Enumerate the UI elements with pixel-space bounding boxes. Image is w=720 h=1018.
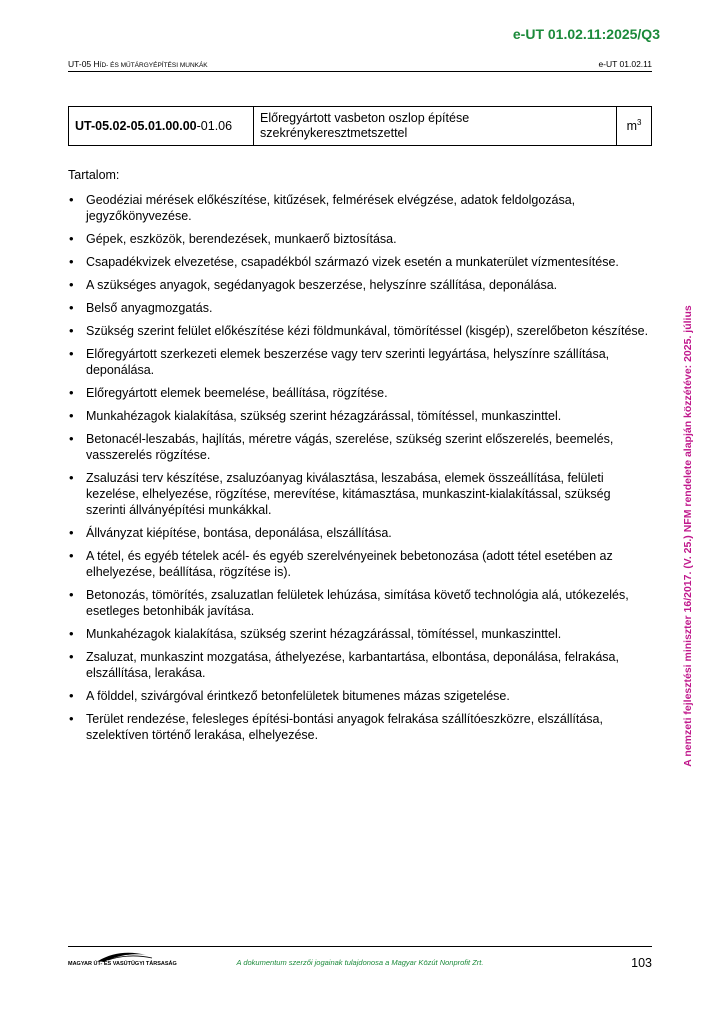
task-item: • Munkahézagok kialakítása, szükség szerint hézagzárással, tömítéssel, munkaszinttel.: [68, 408, 652, 424]
item-description-line1: Előregyártott vasbeton oszlop építése: [260, 111, 470, 125]
task-item: • Előregyártott elemek beemelése, beállítása, rögzítése.: [68, 385, 652, 401]
task-item: • A földdel, szivárgóval érintkező betonfelületek bitumenes mázas szigetelése.: [68, 688, 652, 704]
item-description: [254, 107, 617, 146]
page-number: 103: [631, 956, 652, 970]
header-divider: [68, 71, 652, 72]
task-item: • Állványzat kiépítése, bontása, deponálása, elszállítása.: [68, 525, 652, 541]
item-unit: [617, 107, 652, 146]
task-item: • Belső anyagmozgatás.: [68, 300, 652, 316]
item-code-suffix: -01.06: [196, 119, 233, 133]
item-code: [69, 107, 254, 146]
contents-label: Tartalom:: [68, 168, 120, 182]
task-item: • Szükség szerint felület előkészítése kézi földmunkával, tömörítéssel (kisgép), szerelőbeton készítése.: [68, 323, 652, 339]
publication-side-note: A nemzeti fejlesztési miniszter 16/2017. (V. 25.) NFM rendelete alapján közzétéve: 2025. július: [682, 305, 694, 767]
task-item: • A szükséges anyagok, segédanyagok beszerzése, helyszínre szállítása, deponálása.: [68, 277, 652, 293]
item-table: [68, 106, 652, 146]
running-header-right: e-UT 01.02.11: [598, 59, 652, 69]
task-item: • Előregyártott szerkezeti elemek beszerzése vagy terv szerinti legyártása, helyszínre szállítása, deponálása.: [68, 346, 652, 378]
task-item: • Zsaluzat, munkaszint mozgatása, áthelyezése, karbantartása, elbontása, deponálása, felrakása, elszállítása, lerakása.: [68, 649, 652, 681]
copyright-note: A dokumentum szerzői jogainak tulajdonosa a Magyar Közút Nonprofit Zrt.: [236, 958, 484, 967]
item-description-line2: szekrénykeresztmetszettel: [260, 126, 408, 140]
task-item: • Betonozás, tömörítés, zsaluzatlan felületek lehúzása, simítása követő technológia alá, utókezelés, esetleges betonhibák javítása.: [68, 587, 652, 619]
task-item: • Geodéziai mérések előkészítése, kitűzések, felmérések elvégzése, adatok feldolgozása, jegyzőkönyvezése.: [68, 192, 652, 224]
header-chapter-title: ÍD- ÉS MŰTÁRGYÉPÍTÉSI MUNKÁK: [99, 62, 208, 69]
task-item: • Terület rendezése, felesleges építési-bontási anyagok felrakása szállítóeszközre, elszállítása, szelektíven történő lerakása, elhelyezése.: [68, 711, 652, 743]
item-code-main: UT-05.02-05.01.00.00: [75, 119, 197, 133]
task-item: • Zsaluzási terv készítése, zsaluzóanyag kiválasztása, leszabása, elemek összeállítása, felületi kezelése, elhelyezése, rögzítése, merevítése, kitámasztása, munkaszint-kialakítással, szükség szerinti állványépítési munkákkal.: [68, 470, 652, 518]
footer-divider: [68, 946, 652, 947]
running-header-left: [68, 59, 208, 69]
header-chapter-code: UT-05 H: [68, 59, 100, 69]
item-row: [69, 107, 652, 146]
document-code: e-UT 01.02.11:2025/Q3: [512, 26, 660, 42]
task-item: • Betonacél-leszabás, hajlítás, méretre vágás, szerelése, szükség szerint előszerelés, beemelés, vasszerelés rögzítése.: [68, 431, 652, 463]
item-unit-symbol: m: [626, 119, 637, 134]
task-item: • Csapadékvizek elvezetése, csapadékból származó vizek esetén a munkaterület vízmentesítése.: [68, 254, 652, 270]
logo-text: MAGYAR ÚT- ÉS VASÚTÜGYI TÁRSASÁG: [68, 961, 177, 967]
task-item: • Gépek, eszközök, berendezések, munkaerő biztosítása.: [68, 231, 652, 247]
task-list: [68, 192, 652, 750]
task-item: • A tétel, és egyéb tételek acél- és egyéb szerelvényeinek bebetonozása (adott tétel esetében az elhelyezése, beállítása, rögzítése is).: [68, 548, 652, 580]
task-item: • Munkahézagok kialakítása, szükség szerint hézagzárással, tömítéssel, munkaszinttel.: [68, 626, 652, 642]
item-unit-exponent: 3: [636, 118, 642, 128]
